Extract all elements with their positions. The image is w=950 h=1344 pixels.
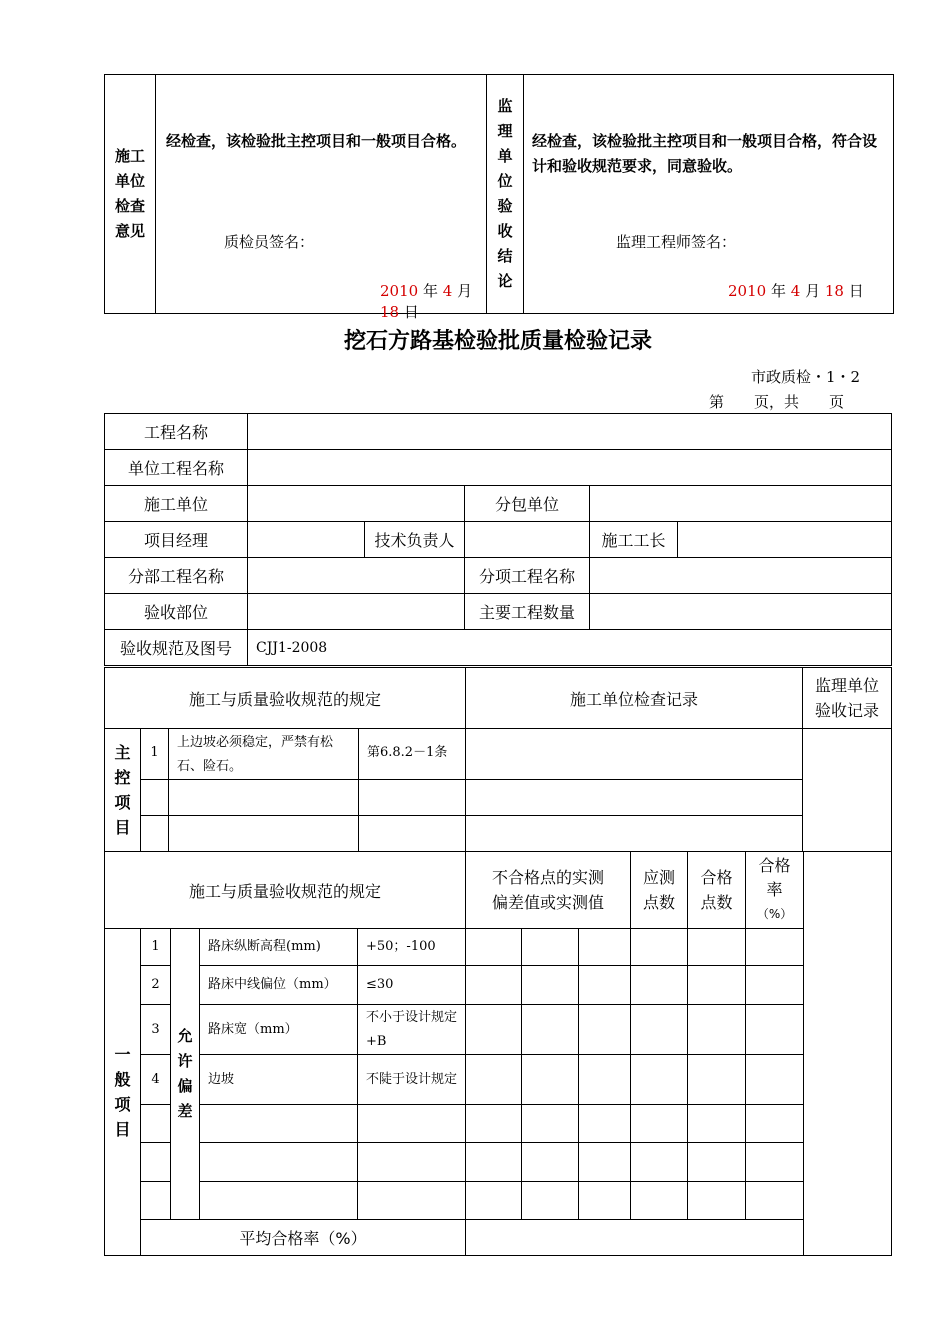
spec-value: CJJ1-2008 [248,630,892,666]
measure-cell[interactable] [579,966,631,1005]
general-items-table [104,851,892,1256]
general-rules-header: 施工与质量验收规范的规定 [105,852,466,929]
measure-cell[interactable] [522,1055,579,1105]
general-item-no: 1 [141,929,171,966]
general-supervision-cell[interactable] [804,852,892,1256]
general-item-name: 路床中线偏位（mm） [200,966,358,1005]
contractor-label: 施工单位 [105,486,248,522]
empty-cell[interactable] [466,780,803,816]
main-quantity-label: 主要工程数量 [465,594,590,630]
supervision-conclusion-label: 监 理 单 位 验 收 结 论 [487,75,524,314]
measure-cell[interactable] [579,929,631,966]
empty-cell [169,780,359,816]
contractor-value[interactable] [248,486,465,522]
rate-cell[interactable] [746,1182,804,1220]
passed-cell[interactable] [688,1143,746,1182]
project-name-value[interactable] [248,414,892,450]
construction-date: 2010 年 4 月 18 日 [380,282,473,321]
should-cell[interactable] [631,1182,688,1220]
rate-cell[interactable] [746,966,804,1005]
empty-cell [141,816,169,852]
rules-header: 施工与质量验收规范的规定 [105,668,466,729]
general-item-name: 路床纵断高程(mm) [200,929,358,966]
empty-cell [169,816,359,852]
empty-cell [141,1143,171,1182]
empty-cell [200,1105,358,1143]
general-item-no: 3 [141,1005,171,1055]
measure-cell[interactable] [579,1055,631,1105]
general-item-standard: ≤30 [358,966,466,1005]
subitem-name-label: 分项工程名称 [465,558,590,594]
measure-cell[interactable] [466,929,522,966]
page-info: 第 页，共 页 [709,393,845,411]
empty-cell [359,816,466,852]
deviation-header: 不合格点的实测 偏差值或实测值 [466,852,631,929]
should-cell[interactable] [631,929,688,966]
rate-cell[interactable] [746,1055,804,1105]
passed-cell[interactable] [688,966,746,1005]
measure-cell[interactable] [579,1005,631,1055]
unit-project-name-value[interactable] [248,450,892,486]
foreman-label: 施工工长 [590,522,678,558]
empty-cell [200,1143,358,1182]
division-name-label: 分部工程名称 [105,558,248,594]
measure-cell[interactable] [522,1182,579,1220]
empty-cell [358,1143,466,1182]
opinion-table [104,74,894,321]
inspector-sign-label: 质检员签名： [224,233,315,251]
construction-opinion-cell [156,75,487,321]
passed-cell[interactable] [688,1005,746,1055]
measure-cell[interactable] [466,1143,522,1182]
engineer-sign-label: 监理工程师签名： [616,233,737,251]
measure-cell[interactable] [522,1105,579,1143]
passed-points-header: 合格 点数 [688,852,746,929]
average-rate-label: 平均合格率（%） [141,1220,466,1256]
construction-opinion-label: 施工 单位 检查 意见 [105,75,156,314]
spec-label: 验收规范及图号 [105,630,248,666]
project-info-table [104,413,892,666]
measure-cell[interactable] [466,1055,522,1105]
measure-cell[interactable] [466,1005,522,1055]
should-measure-header: 应测 点数 [631,852,688,929]
measure-cell[interactable] [522,929,579,966]
page-title: 挖石方路基检验批质量检验记录 [343,329,652,354]
measure-cell[interactable] [466,1105,522,1143]
general-items-label: 一 般 项 目 [105,929,141,1256]
acceptance-part-label: 验收部位 [105,594,248,630]
subcontractor-label: 分包单位 [465,486,590,522]
empty-cell [200,1182,358,1220]
general-item-name: 路床宽（mm） [200,1005,358,1055]
empty-cell [141,780,169,816]
main-item-clause: 第6.8.2－1条 [359,729,466,780]
passed-cell[interactable] [688,1055,746,1105]
general-item-standard: 不陡于设计规定 [358,1055,466,1105]
should-cell[interactable] [631,1143,688,1182]
rate-cell[interactable] [746,929,804,966]
should-cell[interactable] [631,966,688,1005]
project-name-label: 工程名称 [105,414,248,450]
measure-cell[interactable] [522,1005,579,1055]
main-item-supervision[interactable] [803,729,892,852]
measure-cell[interactable] [466,966,522,1005]
empty-cell [358,1105,466,1143]
rate-cell[interactable] [746,1143,804,1182]
general-item-name: 边坡 [200,1055,358,1105]
record-header: 施工单位检查记录 [466,668,803,729]
main-item-record[interactable] [466,729,803,780]
should-cell[interactable] [631,1105,688,1143]
empty-cell [141,1105,171,1143]
passed-cell[interactable] [688,1182,746,1220]
supervision-conclusion-text: 经检查，该检验批主控项目和一般项目合格，符合设计和验收规范要求，同意验收。 [532,132,878,175]
tech-lead-label: 技术负责人 [365,522,465,558]
project-manager-value[interactable] [248,522,365,558]
main-item-no: 1 [141,729,169,780]
general-item-no: 4 [141,1055,171,1105]
supervision-record-header: 监理单位 验收记录 [803,668,892,729]
rate-cell[interactable] [746,1105,804,1143]
main-item-desc: 上边坡必须稳定，严禁有松石、险石。 [169,729,359,780]
subitem-name-value[interactable] [590,558,892,594]
measure-cell[interactable] [522,1143,579,1182]
general-item-standard: 不小于设计规定+B [358,1005,466,1055]
acceptance-part-value[interactable] [248,594,465,630]
tech-lead-value[interactable] [465,522,590,558]
empty-cell [358,1182,466,1220]
should-cell[interactable] [631,1055,688,1105]
subcontractor-value[interactable] [590,486,892,522]
empty-cell [359,780,466,816]
tolerance-label: 允 许 偏 差 [171,929,200,1220]
main-control-table [104,667,892,852]
empty-cell [141,1182,171,1220]
supervision-date: 2010 年 4 月 18 日 [728,282,864,300]
project-manager-label: 项目经理 [105,522,248,558]
supervision-conclusion-cell [524,75,894,314]
measure-cell[interactable] [579,1105,631,1143]
measure-cell[interactable] [466,1182,522,1220]
measure-cell[interactable] [579,1143,631,1182]
measure-cell[interactable] [579,1182,631,1220]
should-cell[interactable] [631,1005,688,1055]
general-item-standard: +50；-100 [358,929,466,966]
construction-opinion-text: 经检查，该检验批主控项目和一般项目合格。 [166,132,467,150]
passed-cell[interactable] [688,929,746,966]
pass-rate-header: 合格 率 （%） [746,852,804,929]
division-name-value[interactable] [248,558,465,594]
form-code: 市政质检・1・2 [751,368,861,386]
average-rate-value[interactable] [466,1220,804,1256]
measure-cell[interactable] [522,966,579,1005]
foreman-value[interactable] [678,522,892,558]
empty-cell[interactable] [466,816,803,852]
passed-cell[interactable] [688,1105,746,1143]
main-quantity-value[interactable] [590,594,892,630]
main-items-label: 主 控 项 目 [105,729,141,852]
rate-cell[interactable] [746,1005,804,1055]
unit-project-name-label: 单位工程名称 [105,450,248,486]
general-item-no: 2 [141,966,171,1005]
